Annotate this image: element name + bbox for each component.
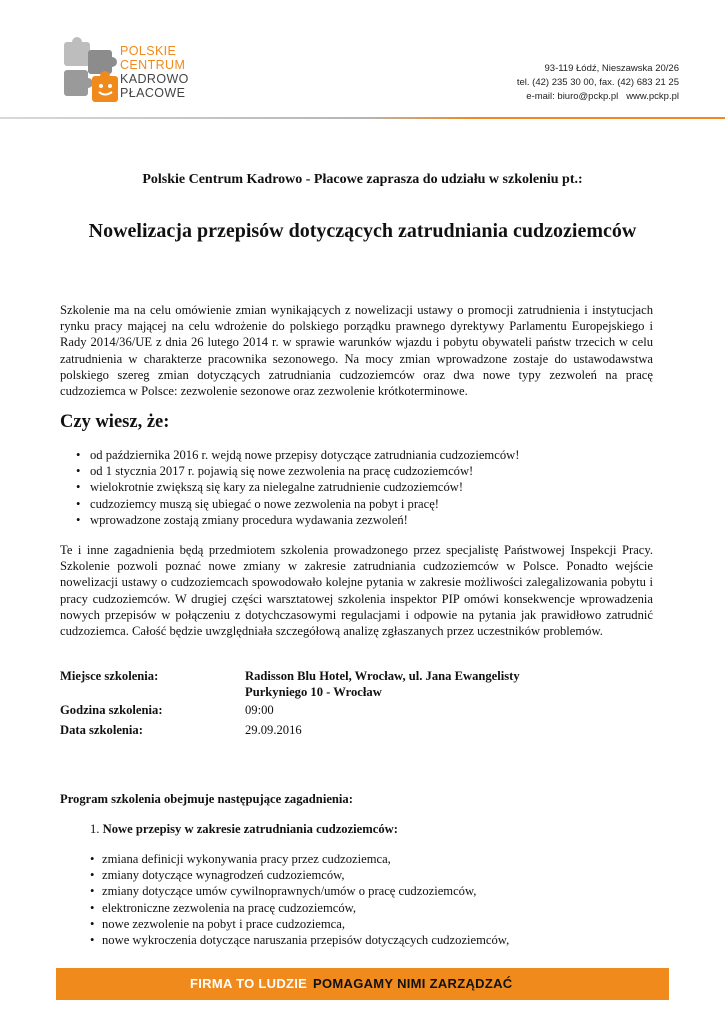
- list-item: • wprowadzone zostają zmiany procedura wydawania zezwoleń!: [76, 512, 519, 528]
- did-you-know-list: [76, 447, 519, 528]
- program-section-1: [90, 822, 398, 837]
- place-value-line2: Purkyniego 10 - Wrocław: [245, 685, 382, 700]
- time-label: Godzina szkolenia:: [60, 703, 163, 718]
- list-item: • cudzoziemcy muszą się ubiegać o nowe zezwolenia na pobyt i pracę!: [76, 496, 519, 512]
- logo-line-1: POLSKIE: [120, 44, 177, 58]
- list-item: • od października 2016 r. wejdą nowe przepisy dotyczące zatrudniania cudzoziemców!: [76, 447, 519, 463]
- place-value-line1: Radisson Blu Hotel, Wrocław, ul. Jana Ewangelisty: [245, 669, 520, 683]
- program-heading: Program szkolenia obejmuje następujące zagadnienia:: [60, 792, 353, 806]
- section-title: Nowe przepisy w zakresie zatrudniania cudzoziemców:: [102, 822, 398, 836]
- header-divider: [0, 117, 725, 119]
- list-item: • zmiany dotyczące wynagrodzeń cudzoziemców,: [90, 867, 509, 883]
- did-you-know-heading: Czy wiesz, że:: [60, 412, 170, 432]
- list-item: • elektroniczne zezwolenia na pracę cudzoziemców,: [90, 900, 509, 916]
- list-item: • od 1 stycznia 2017 r. pojawią się nowe zezwolenia na pracę cudzoziemców!: [76, 463, 519, 479]
- puzzle-logo-icon: [64, 37, 118, 102]
- logo-line-3: KADROWO: [120, 72, 189, 86]
- contact-phones: tel. (42) 235 30 00, fax. (42) 683 21 25: [516, 77, 679, 88]
- date-label: Data szkolenia:: [60, 722, 143, 737]
- list-item: • wielokrotnie zwiększą się kary za nielegalne zatrudnienie cudzoziemców!: [76, 479, 519, 495]
- logo-wordmark: [120, 44, 189, 100]
- time-value: 09:00: [245, 703, 274, 718]
- description-paragraph: Szkolenie ma na celu omówienie zmian wynikających z nowelizacji ustawy o promocji zatrudnienia i instytucjach rynku pracy mającej na celu wdrożenie do polskiego porządku prawnego dyrektywy Parlamentu Europejskiego i Rady 2014/36/UE z dnia 26 lutego 2014 r. w sprawie warunków wjazdu i pobytu obywateli państw trzecich w celu zatrudnienia w charakterze pracownika sezonowego. Na mocy zmian wprowadzone zostaje do ustawodawstwa polskiego szereg zmian dotyczących zatrudniania cudzoziemców oraz dwa nowe typy zezwoleń na pracę cudzoziemca w Polsce: zezwolenie sezonowe oraz zezwolenie krótkoterminowe.: [60, 303, 653, 399]
- list-item: • zmiana definicji wykonywania pracy przez cudzoziemca,: [90, 851, 509, 867]
- place-label: Miejsce szkolenia:: [60, 669, 159, 683]
- invitation-text: Polskie Centrum Kadrowo - Płacowe zaprasza do udziału w szkoleniu pt.:: [142, 172, 583, 187]
- list-item: • nowe zezwolenie na pobyt i prace cudzoziemca,: [90, 916, 509, 932]
- footer-slogan-part2: POMAGAMY NIMI ZARZĄDZAĆ: [313, 976, 513, 991]
- section-number: 1.: [90, 822, 100, 836]
- contact-address: 93-119 Łódź, Nieszawska 20/26: [544, 63, 679, 74]
- contact-email-web: e-mail: biuro@pckp.pl www.pckp.pl: [526, 91, 679, 102]
- training-title: Nowelizacja przepisów dotyczących zatrudniania cudzoziemców: [88, 220, 637, 242]
- date-value: 29.09.2016: [245, 722, 302, 737]
- trainer-paragraph: Te i inne zagadnienia będą przedmiotem szkolenia prowadzonego przez specjalistę Państwowej Inspekcji Pracy. Szkolenie pozwoli poznać nowe zmiany w zakresie zatrudniania cudzoziemców w Polsce. Ponadto wejście nowelizacji ustawy o cudzoziemcach spowodowało kolejne pytania w zakresie możliwości zalegalizowania pobytu i pracy cudzoziemców. W drugiej części warsztatowej szkolenia inspektor PIP omówi konsekwencje wprowadzenia nowych przepisów w połączeniu z dotychczasowymi regulacjami i odpowie na pytania jak prawidłowo zatrudnić cudzoziemca. Całość będzie uwzględniała szczegółową analizę zgłaszanych przez uczestników problemów.: [60, 543, 653, 639]
- list-item: • zmiany dotyczące umów cywilnoprawnych/umów o pracę cudzoziemców,: [90, 883, 509, 899]
- footer-slogan-part1: FIRMA TO LUDZIE: [190, 976, 308, 991]
- program-list: [90, 851, 509, 948]
- list-item: • nowe wykroczenia dotyczące naruszania przepisów dotyczących cudzoziemców,: [90, 932, 509, 948]
- logo-line-4: PŁACOWE: [120, 86, 186, 100]
- logo-line-2: CENTRUM: [120, 58, 186, 72]
- contact-block: [517, 62, 679, 104]
